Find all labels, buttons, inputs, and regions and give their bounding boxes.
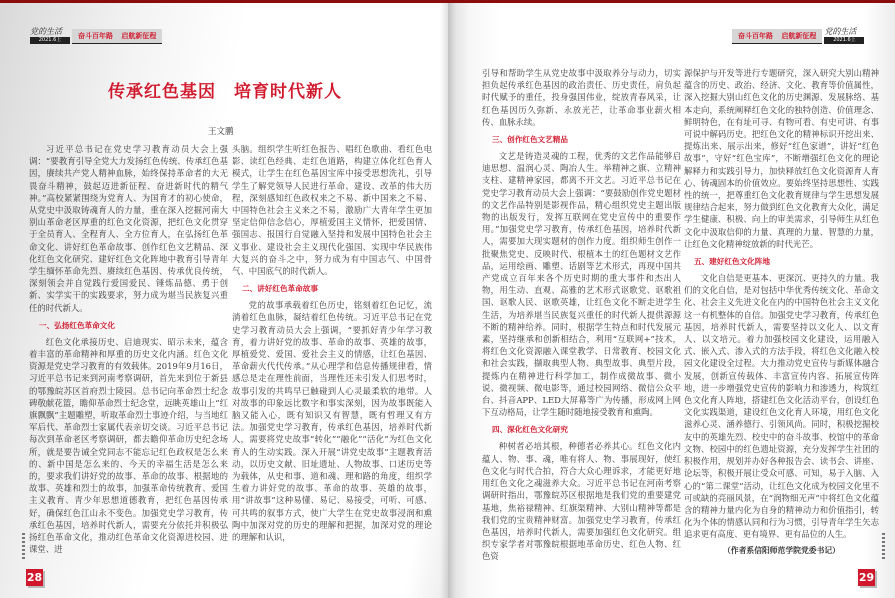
left-page xyxy=(0,3,448,598)
issue-label: 2021.6上 xyxy=(824,37,864,44)
section-heading: 一、弘扬红色革命文化 xyxy=(39,320,115,330)
author-note: （作者系信阳师范学院党委书记） xyxy=(723,545,840,555)
paragraph: 文艺是铸造灵魂的工程，优秀的文艺作品能够启迪思想、温润心灵、陶冶人生。举精神之旗、立精神支柱、建精神家园，都离不开文艺。习近平总书记在党史学习教育动员大会上强调：“要鼓励创作党史题材的文艺作品特别是影视作品，精心组织党史主题出版物的出版发行，发挥互联网在党史宣传中的重要作用。”加强党史学习教育，传承红色基因，培养时代新人，需要加大现实题材的创作力度。组织师生创作一批聚焦党史、反映时代、根植本土的红色题材文艺作品，运用绘画、雕塑、话剧等艺术形式，再现中国共产党成立百年来各个历史时期的重大事件和杰出人物，用生动、直观、高雅的艺术形式讴歌党、讴歌祖国、讴歌人民、讴歌英雄，让红色文化不断走进学生生活，为培养堪当民族复兴重任的时代新人提供源源不断的精神给养。同时，根据学生特点和时代发展元素，坚持继承和创新相结合，利用“互联网+”技术，将红色文化资源融入课堂教学、日常教育、校园文化和社会实践，撷取典型人物、典型故事、典型片段，提炼内在精神进行科学加工，制作成微故事、微小说、微视频、微电影等，通过校园网络、微信公众平台、抖音APP、LED大屏幕等广为传播，形成网上网下互动格局，让学生随时随地接受教育和熏陶。 xyxy=(482,151,681,418)
right-page xyxy=(448,3,895,598)
section-heading: 五、建好红色文化阵地 xyxy=(694,257,770,267)
paragraph: 头脑。组织学生听红色报告、唱红色歌曲、看红色电影、读红色经典、走红色道路，构建立体化红色育人模式，让学生在红色基因宝库中接受思想洗礼，引导学生了解党领导人民进行革命、建设、改革的伟大历程，深刻感知红色政权来之不易、新中国来之不易、中国特色社会主义来之不易，激励广大青年学生更加坚定信仰信念信心，厚植爱国主义情怀，把爱国情、强国志、报国行自觉融入坚持和发展中国特色社会主义事业、建设社会主义现代化强国、实现中华民族伟大复兴的奋斗之中，努力成为有中国志气、中国骨气、中国底气的时代新人。 xyxy=(232,144,432,277)
text-column-3 xyxy=(482,67,681,563)
section-heading: 三、创作红色文艺精品 xyxy=(492,135,568,145)
text-column-1 xyxy=(29,143,228,556)
article-title: 传承红色基因 培育时代新人 xyxy=(108,82,342,102)
paragraph: 引导和帮助学生从党史故事中汲取养分与动力，切实担负起传承红色基因的政治责任、历史责任，肩负起时代赋予的重任，投身强国伟业，绽放青春风采，让红色基因历久弥新、永放光芒，让革命事业薪火相传、血脉永续。 xyxy=(482,68,681,127)
page-header xyxy=(732,27,864,44)
page-header xyxy=(30,27,162,44)
decorative-dots xyxy=(22,533,25,561)
paragraph: 红色文化承接历史、启迪现实、昭示未来，蕴含着丰富的革命精神和厚重的历史文化内涵。红色文化资源是党史学习教育的有效载体。2019年9月16日，习近平总书记来到河南考察调研，首先来到位于新县的鄂豫皖苏区首府烈士陵园。总书记向革命烈士纪念碑敬献花篮，瞻仰革命烈士纪念堂，远眺英雄山上“红旗飘飘”主题雕塑，听取革命烈士事迹介绍，与当地红军后代、革命烈士家属代表亲切交谈。习近平总书记每次到革命老区考察调研，都去瞻仰革命历史纪念场所，就是要告诫全党同志不能忘记红色政权是怎么来的、新中国是怎么来的、今天的幸福生活是怎么来的，要求我们讲好党的故事、革命的故事、根据地的故事、英雄和烈士的故事，加强革命传统教育、爱国主义教育、青少年思想道德教育，把红色基因传承好，确保红色江山永不变色。加强党史学习教育，传承红色基因，培养时代新人，需要充分依托并积极弘扬红色革命文化，推动红色革命文化资源进校园、进课堂、进 xyxy=(29,336,228,555)
column-banner: 奋斗百年路 启航新征程 xyxy=(72,29,162,44)
paragraph: 文化自信是更基本、更深沉、更持久的力量。我们的文化自信，是对包括中华优秀传统文化、革命文化、社会主义先进文化在内的中国特色社会主义文化这一有机整体的自信。加强党史学习教育，传承红色基因，培养时代新人，需要坚持以文化人、以文育人、以文培元。着力加强校园文化建设，运用融入式、嵌入式、渗入式的方法手段，将红色文化融入校园文化建设全过程。大力推动党史宣传与新媒体融合发展，创新宣传载体、丰富宣传内容、拓展宣传阵地，进一步增强党史宣传的影响力和渗透力，构筑红色文化育人阵地，搭建红色文化活动平台，创设红色文化实践渠道，建设红色文化育人环境，用红色文化滋养心灵、涵养德行、引领风尚。同时，积极挖掘校友中的英雄先烈、校史中的奋斗故事、校馆中的革命文物、校园中的红色遗址资源，充分发挥学生社团的积极作用，规划并办好各种报告会、读书会、讲座、论坛等，积极开展让受众可感、可知，易于入脑、入心的“第二课堂”活动，让红色文化成为校园文化里不可或缺的亮丽风景，在“润物细无声”中将红色文化蕴含的精神力量内化为自身的精神动力和价值指引，转化为个体的情感认同和行为习惯，引导青年学生矢志追求更有高度、更有境界、更有品位的人生。 xyxy=(684,273,879,540)
paragraph: 党的故事承载着红色历史，铭刻着红色记忆，流淌着红色血脉，凝结着红色传统。习近平总书记在党史学习教育动员大会上强调，“要抓好青少年学习教育，着力讲好党的故事、革命的故事、英雄的故事，厚植爱党、爱国、爱社会主义的情感，让红色基因、革命薪火代代传承。”从心理学和信息传播规律看，情感总是走在理性前面，当理性还未引发人们思考时，故事引发的共鸣早已触碰到人心灵最柔软的地带。人对故事的印象远比数字和事实深刻，因为故事既能入脑又能入心，既有知识又有智慧，既有哲理又有方法。加强党史学习教育，传承红色基因，培养时代新人，需要将党史故事“转化”“融化”“活化”为红色文化育人的生动实践。深入开展“讲党史故事”主题教育活动，以历史文献、旧址遗址、人物故事、口述历史等为载体，从史和事、道和魂、理和路的角度，组织学生着力讲好党的故事、革命的故事、英雄的故事，用“讲故事”这种易懂、易记、易接受，可听、可感、可共鸣的叙事方式，使广大学生在党史故事浸润和熏陶中加深对党的历史的理解和把握，加深对党的理论的理解和认识， xyxy=(232,300,432,543)
magazine-logo: 党的生活 2021.6上 xyxy=(824,27,864,44)
page-number: 28 xyxy=(26,571,43,584)
section-heading: 二、讲好红色革命故事 xyxy=(242,284,318,294)
paragraph: 习近平总书记在党史学习教育动员大会上强调：“要教育引导全党大力发扬红色传统、传承红色基因，赓续共产党人精神血脉，始终保持革命者的大无畏奋斗精神，鼓起迈进新征程、奋进新时代的精气神。”高校紧紧围绕为党育人、为国育才的初心使命，从党史中汲取铸魂育人的力量，重在深入挖掘河南大别山革命老区厚重的红色文化资源，把红色文化贯穿于全员育人、全程育人、全方位育人，在弘扬红色革命文化、讲好红色革命故事、创作红色文艺精品、深化红色文化研究、建好红色文化阵地中教育引导青年学生缅怀革命先烈、赓续红色基因、传承优良传统，深刻领会并自觉践行爱国爱民、锤炼品德、勇于创新、实学实干的实践要求，努力成为堪当民族复兴重任的时代新人。 xyxy=(29,144,228,313)
decorative-dots xyxy=(882,533,885,561)
paragraph: 源保护与开发等进行专题研究，深入研究大别山精神蕴含的历史、政治、经济、文化、教育等价值属性，深入挖掘大别山红色文化的历史渊源、发展脉络、基本走向，系统阐释红色文化的独特创造、价值理念、鲜明特色，在有址可寻、有物可看、有史可讲、有事可说中解码历史。把红色文化的精神标识开挖出来、提炼出来、展示出来，修好“红色家谱”，讲好“红色故事”，守好“红色宝库”，不断增强红色文化的理论解释力和实践引导力，加快释放红色文化资源育人育心、铸魂固本的价值效应。要始终坚持思想性、实践性的统一，把尊重红色文化教育规律与学生思想发展规律结合起来，努力做到红色文化教育大众化，满足学生健康、积极、向上的审美需求，引导师生从红色文化中汲取信仰的力量、真理的力量、智慧的力量，让红色文化精神绽放新的时代光芒。 xyxy=(684,68,879,249)
paragraph: 种树者必培其根，种德者必养其心。红色文化内蕴人、物、事、魂，唯有将人、物、事展现好，使红色文化与时代合拍，符合大众心理诉求，才能更好地用红色文化之魂滋养大众。习近平总书记在河南考察调研时指出，鄂豫皖苏区根据地是我们党的重要建党基地，焦裕禄精神、红旗渠精神、大别山精神等都是我们党的宝贵精神财富。加强党史学习教育，传承红色基因，培养时代新人，需要加强红色文化研究。组织专家学者对鄂豫皖根据地革命历史、红色人物、红色资 xyxy=(482,441,681,562)
issue-label: 2021.6上 xyxy=(30,37,70,44)
text-column-4 xyxy=(684,67,879,556)
section-heading: 四、深化红色文化研究 xyxy=(492,425,568,435)
page-number: 29 xyxy=(858,571,875,584)
article-author: 王文鹏 xyxy=(208,127,234,137)
magazine-logo: 党的生活 2021.6上 xyxy=(30,27,70,44)
text-column-2 xyxy=(232,143,432,543)
column-banner: 奋斗百年路 启航新征程 xyxy=(732,29,822,44)
page-spine-shadow xyxy=(440,3,456,598)
